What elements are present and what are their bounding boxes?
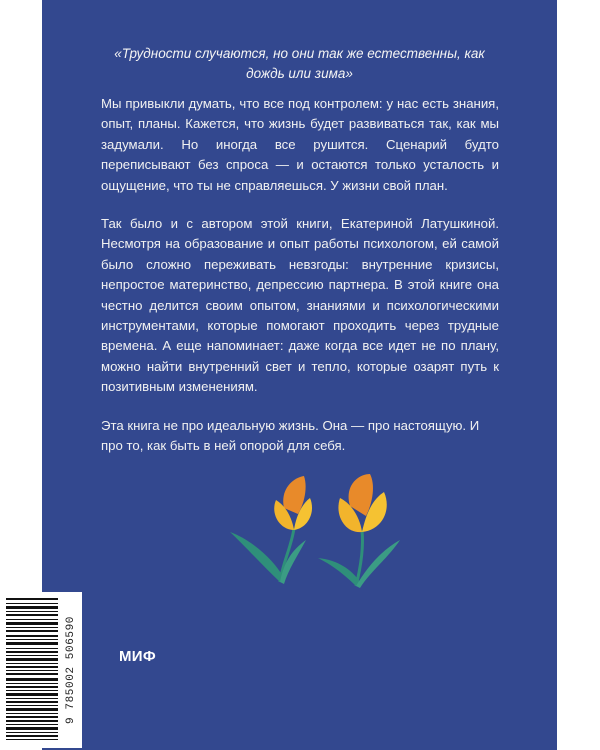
right-leaf-1	[318, 558, 360, 586]
isbn-digits-text: 9 785002 506590	[65, 615, 77, 725]
publisher-logo: МИФ	[119, 648, 156, 665]
barcode-bars	[0, 592, 64, 748]
description-paragraph-2: Так было и с автором этой книги, Екатериной Латушкиной. Несмотря на образование и опыт работы психологом, ей самой было сложно переживать невзгоды: внутренние кризисы, непростое материнство, депрессию партнера. В этой книге она честно делится своим опытом, знаниями и психологическими инструментами, которые помогают проходить через трудные времена. А еще напоминает: даже когда все идет не по плану, можно найти внутренний свет и тепло, которые озарят путь к позитивным изменениям.	[101, 216, 499, 395]
cover-quote: «Трудности случаются, но они так же естественны, как дождь или зима»	[114, 46, 485, 81]
book-back-cover	[42, 0, 557, 750]
description-paragraph-1: Мы привыкли думать, что все под контролем: у нас есть знания, опыт, планы. Кажется, что жизнь будет развиваться так, как мы задумали. Но иногда все рушится. Сценарий будто переписывают без спроса — и остаются только усталость и ощущение, что ты не справляешься. У жизни свой план.	[101, 96, 499, 193]
cover-description	[101, 94, 499, 475]
isbn-barcode	[0, 592, 82, 748]
left-leaf-1	[230, 532, 284, 582]
description-paragraph-3: Эта книга не про идеальную жизнь. Она — про настоящую. И про то, как быть в ней опорой для себя.	[101, 417, 480, 454]
crocus-flowers-illustration	[222, 470, 422, 590]
isbn-number	[64, 592, 80, 748]
